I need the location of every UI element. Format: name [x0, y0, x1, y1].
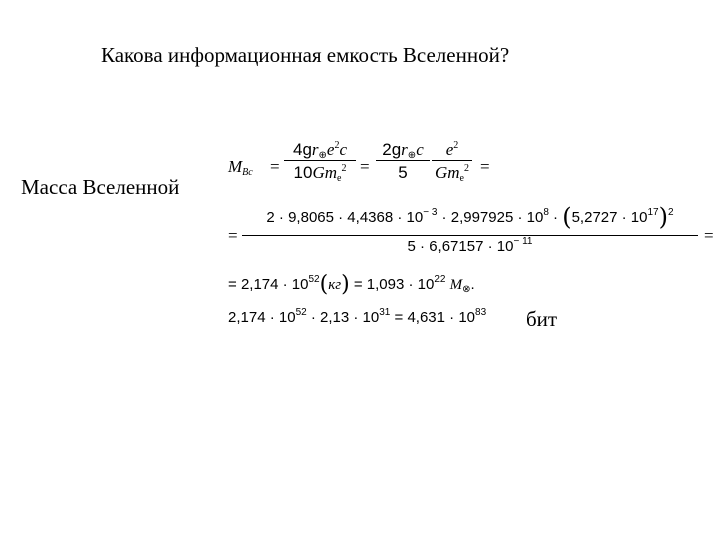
fraction-1: $4gr_\oplus e^2c$ $10Gm_e^2$ [284, 141, 356, 181]
fraction-2: $2gr_\oplus c$ 5 [376, 141, 430, 181]
page-title: Какова информационная емкость Вселенной? [101, 43, 510, 67]
fraction-3: $e^2$ $Gm_e^2$ [432, 141, 472, 181]
equals-sign: = [704, 226, 714, 245]
equals-sign: = [270, 157, 280, 176]
equals-sign: = [480, 157, 490, 176]
equals-sign: = [360, 157, 370, 176]
formula-line-4: $2,174 \cdot 10^{52} \cdot 2,13 \cdot 10^{31} = 4,631 \cdot 10^{83}$ [228, 307, 487, 326]
equals-sign: = [228, 226, 238, 245]
lhs-symbol: $M_{Вс}$ [228, 157, 253, 178]
unit-label: бит [526, 307, 558, 331]
mass-label: Масса Вселенной [21, 175, 180, 199]
formula-line-3: = $2,174 \cdot 10^{52}(кг) = 1,093 \cdot 10^{22}$ $M_\otimes$. [228, 272, 475, 297]
numeric-fraction: $2 \cdot 9,8065 \cdot 4,4368 \cdot 10^{- 3} \cdot 2,997925 \cdot 10^8 \cdot (5,2727 \cdot 10^{17})^2$ $5 \cdot 6,67157 \cdot 10^{- 11}$ [242, 205, 698, 254]
